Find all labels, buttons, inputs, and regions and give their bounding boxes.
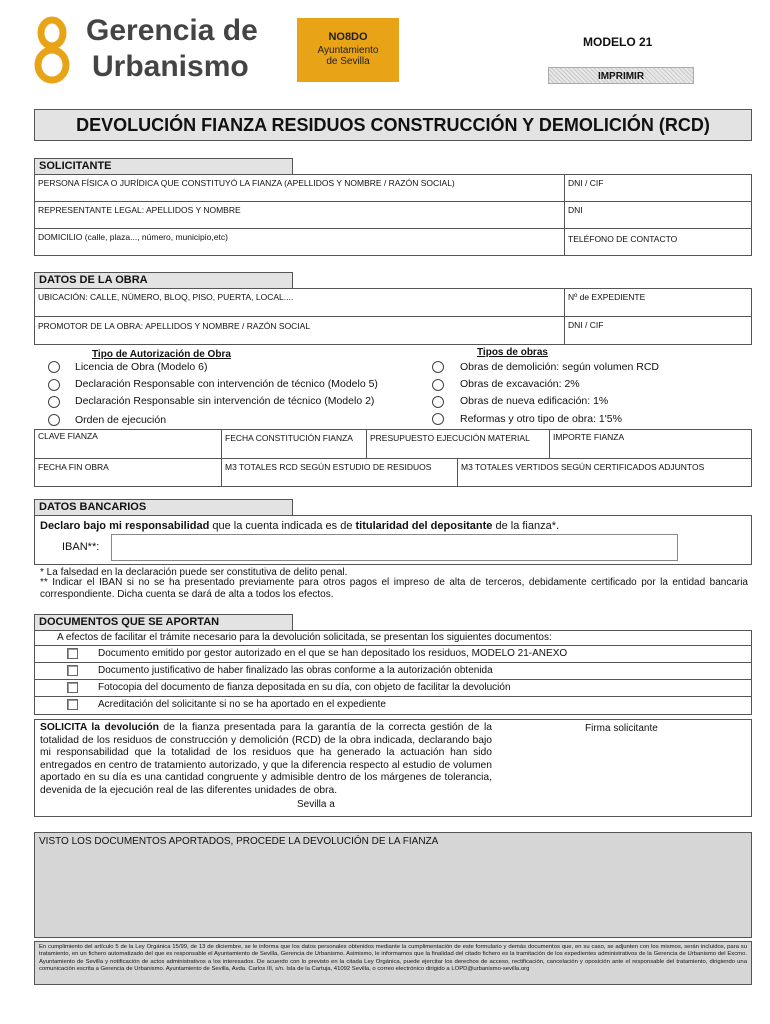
field-dni-cif[interactable] bbox=[564, 174, 752, 202]
field-telefono[interactable] bbox=[564, 228, 752, 256]
field-promotor[interactable] bbox=[34, 316, 565, 345]
tipo-excavacion: Obras de excavación: 2% bbox=[460, 378, 580, 390]
declaro-text-2: de la fianza*. bbox=[492, 520, 560, 532]
checkbox-doc-gestor[interactable] bbox=[67, 648, 78, 659]
note-falsedad: * La falsedad en la declaración puede ser constitutiva de delito penal. bbox=[40, 567, 348, 578]
visto-text: VISTO LOS DOCUMENTOS APORTADOS, PROCEDE LA DEVOLUCIÓN DE LA FIANZA bbox=[39, 836, 439, 847]
tipo-autorizacion-title: Tipo de Autorización de Obra bbox=[92, 349, 231, 360]
label-dni-cif: DNI / CIF bbox=[568, 178, 604, 188]
page-title bbox=[34, 109, 752, 141]
label-m3-vertidos: M3 TOTALES VERTIDOS SEGÚN CERTIFICADOS ADJUNTOS bbox=[461, 462, 705, 472]
radio-orden-ejecucion[interactable] bbox=[48, 414, 60, 426]
autorizacion-declaracion-sin: Declaración Responsable sin intervención de técnico (Modelo 2) bbox=[75, 395, 375, 407]
model-label: MODELO 21 bbox=[583, 35, 653, 49]
field-ubicacion[interactable] bbox=[34, 288, 565, 317]
privacy-text: En cumplimiento del artículo 5 de la Ley Orgánica 15/99, de 13 de diciembre, se le informa que los datos personales obtenidos mediante la cumplimentación de este formulario y demás documentos que, en su caso, se adjunten con los mismos, serán incluidos, para su tratamiento, en un fichero automatizado del que es responsable el Ayuntamiento de Sevilla, Gerencia de Urbanismo. Asimismo, le informamos que la finalidad del citado fichero es la tramitación de los expedientes administrativos de la Gerencia de Urbanismo del Excmo. Ayuntamiento de Sevilla y notificación de actos administrativos a los interesados. De acuerdo con lo previsto en la citada Ley Orgánica, puede ejercitar los derechos de acceso, rectificación, cancelación y oposición ante el responsable del tratamiento, dirigiendo una comunicación escrita a Gerencia de Urbanismo. Ayuntamiento de Sevilla, Avda. Carlos III, s/n. Isla de la Cartuja, 41092 Sevilla, o correo electrónico dirigido a LOPD@urbanismo-sevilla.org bbox=[39, 944, 747, 973]
declaro-bold-1: Declaro bajo mi responsabilidad bbox=[40, 520, 210, 532]
label-promotor: PROMOTOR DE LA OBRA: APELLIDOS Y NOMBRE / RAZÓN SOCIAL bbox=[38, 321, 311, 331]
field-clave-fianza[interactable] bbox=[34, 429, 222, 459]
radio-excavacion[interactable] bbox=[432, 379, 444, 391]
field-promotor-dni[interactable] bbox=[564, 316, 752, 345]
field-persona[interactable] bbox=[34, 174, 565, 202]
field-importe-fianza[interactable] bbox=[549, 429, 752, 459]
doc-justificativo: Documento justificativo de haber finalizado las obras conforme a la autorización obtenida bbox=[98, 665, 493, 676]
city-logo-line3: de Sevilla bbox=[326, 56, 370, 67]
autorizacion-orden: Orden de ejecución bbox=[75, 414, 167, 426]
solicita-bold: SOLICITA la devolución bbox=[40, 722, 159, 733]
section-bancarios: DATOS BANCARIOS bbox=[34, 499, 293, 516]
page-title-text: DEVOLUCIÓN FIANZA RESIDUOS CONSTRUCCIÓN Y DEMOLICIÓN (RCD) bbox=[76, 115, 710, 135]
checkbox-doc-justificativo[interactable] bbox=[67, 665, 78, 676]
label-telefono: TELÉFONO DE CONTACTO bbox=[568, 234, 678, 244]
ayuntamiento-logo bbox=[297, 18, 399, 82]
section-solicitante: SOLICITANTE bbox=[34, 158, 293, 175]
doc-acreditacion: Acreditación del solicitante si no se ha aportado en el expediente bbox=[98, 699, 386, 710]
print-button-label: IMPRIMIR bbox=[597, 71, 645, 82]
tipo-reformas: Reformas y otro tipo de obra: 1'5% bbox=[460, 413, 622, 425]
city-logo-line2: Ayuntamiento bbox=[317, 45, 379, 56]
iban-input[interactable] bbox=[111, 534, 678, 561]
solicita-text bbox=[40, 722, 492, 798]
visto-box[interactable] bbox=[34, 832, 752, 938]
label-ubicacion: UBICACIÓN: CALLE, NÚMERO, BLOQ, PISO, PUERTA, LOCAL.... bbox=[38, 292, 294, 302]
logo-8-icon bbox=[34, 16, 70, 84]
label-importe-fianza: IMPORTE FIANZA bbox=[553, 432, 625, 442]
radio-licencia[interactable] bbox=[48, 361, 60, 373]
documentos-intro: A efectos de facilitar el trámite necesario para la devolución solicitada, se presentan los siguientes documentos: bbox=[57, 632, 552, 643]
field-m3-estudio[interactable] bbox=[221, 458, 458, 487]
label-m3-estudio: M3 TOTALES RCD SEGÚN ESTUDIO DE RESIDUOS bbox=[225, 462, 432, 472]
radio-demolicion[interactable] bbox=[432, 361, 444, 373]
declaro-text-1: que la cuenta indicada es de bbox=[209, 520, 356, 532]
field-presupuesto[interactable] bbox=[366, 429, 550, 459]
label-promotor-dni: DNI / CIF bbox=[568, 320, 604, 330]
checkbox-doc-acreditacion[interactable] bbox=[67, 699, 78, 710]
label-representante: REPRESENTANTE LEGAL: APELLIDOS Y NOMBRE bbox=[38, 205, 241, 215]
label-fecha-constitucion: FECHA CONSTITUCIÓN FIANZA bbox=[225, 433, 353, 443]
doc-gestor: Documento emitido por gestor autorizado en el que se han depositado los residuos, MODELO 21-ANEXO bbox=[98, 648, 568, 659]
declaro-bold-2: titularidad del depositante bbox=[355, 520, 493, 532]
radio-reformas[interactable] bbox=[432, 413, 444, 425]
label-presupuesto: PRESUPUESTO EJECUCIÓN MATERIAL bbox=[370, 433, 530, 443]
label-clave-fianza: CLAVE FIANZA bbox=[38, 431, 98, 441]
print-button[interactable] bbox=[548, 67, 694, 84]
label-domicilio: DOMICILIO (calle, plaza..., número, municipio,etc) bbox=[38, 232, 228, 242]
label-fecha-fin: FECHA FIN OBRA bbox=[38, 462, 109, 472]
iban-label: IBAN**: bbox=[62, 541, 100, 553]
radio-declaracion-sin[interactable] bbox=[48, 396, 60, 408]
radio-declaracion-con[interactable] bbox=[48, 379, 60, 391]
logo-line1: Gerencia de bbox=[86, 14, 258, 47]
label-persona: PERSONA FÍSICA O JURÍDICA QUE CONSTITUYÓ LA FIANZA (APELLIDOS Y NOMBRE / RAZÓN SOCIAL) bbox=[38, 178, 455, 188]
field-domicilio[interactable] bbox=[34, 228, 565, 256]
autorizacion-declaracion-con: Declaración Responsable con intervención de técnico (Modelo 5) bbox=[75, 378, 378, 390]
field-fecha-constitucion[interactable] bbox=[221, 429, 367, 459]
radio-nueva-edificacion[interactable] bbox=[432, 396, 444, 408]
field-representante[interactable] bbox=[34, 201, 565, 229]
doc-fotocopia: Fotocopia del documento de fianza depositada en su día, con objeto de facilitar la devolución bbox=[98, 682, 511, 693]
note-iban: ** Indicar el IBAN si no se ha presentado previamente para otros pagos el impreso de alta de terceros, debidamente certificado por la entidad bancaria correspondiente. Dicha cuenta se dará de alta a todos los efectos. bbox=[40, 577, 748, 600]
field-fecha-fin[interactable] bbox=[34, 458, 222, 487]
autorizacion-licencia: Licencia de Obra (Modelo 6) bbox=[75, 361, 208, 373]
gerencia-logo bbox=[34, 12, 284, 87]
field-m3-vertidos[interactable] bbox=[457, 458, 752, 487]
section-obra: DATOS DE LA OBRA bbox=[34, 272, 293, 289]
section-documentos: DOCUMENTOS QUE SE APORTAN bbox=[34, 614, 293, 631]
field-dni[interactable] bbox=[564, 201, 752, 229]
field-expediente[interactable] bbox=[564, 288, 752, 317]
tipo-nueva-edificacion: Obras de nueva edificación: 1% bbox=[460, 395, 609, 407]
privacy-footer bbox=[34, 941, 752, 985]
tipo-demolicion: Obras de demolición: según volumen RCD bbox=[460, 361, 660, 373]
firma-label: Firma solicitante bbox=[585, 723, 658, 734]
label-dni: DNI bbox=[568, 205, 583, 215]
logo-line2: Urbanismo bbox=[92, 50, 249, 83]
tipos-obras-title: Tipos de obras bbox=[477, 347, 548, 358]
declaro-text bbox=[40, 520, 559, 532]
checkbox-doc-fotocopia[interactable] bbox=[67, 682, 78, 693]
sevilla-date-line[interactable] bbox=[337, 810, 487, 811]
label-expediente: Nº de EXPEDIENTE bbox=[568, 292, 646, 302]
solicita-body: de la fianza presentada para la garantía de la correcta gestión de la totalidad de los residuos de construcción y demolición (RCD) de la obra indicada, declarando bajo mi responsabilidad que la totalidad de los residuos que ha generado la actuación han sido entregados en centro de tratamiento autorizado, y que la diferencia respecto al estudio de volumen aportado en su día es una cantidad congruente y admisible dentro de los márgenes de tolerancia, devenida de la ejecución real de las diferentes unidades de obra. bbox=[40, 722, 492, 796]
city-logo-no8do: NO8DO bbox=[328, 31, 368, 43]
sevilla-label: Sevilla a bbox=[297, 799, 335, 810]
